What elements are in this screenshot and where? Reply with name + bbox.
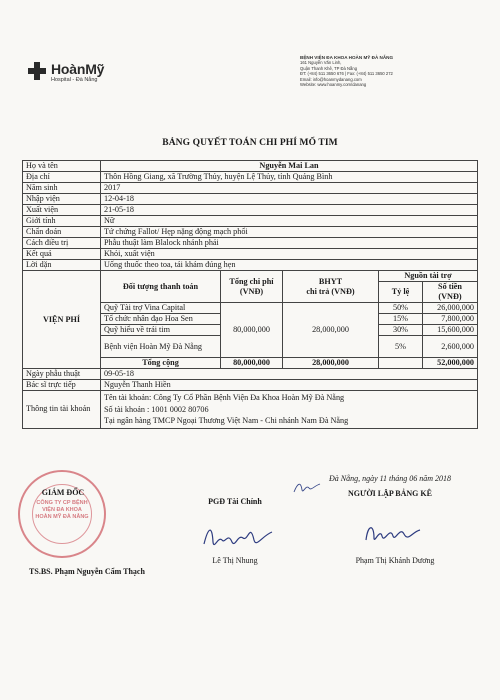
row-advice [23,260,478,271]
sum-total: 80,000,000 [221,358,283,369]
settlement-table [22,160,478,429]
admit-value: 12-04-18 [101,194,478,205]
logo-subtitle: Hospital - Đà Nẵng [51,77,98,83]
hospital-website: Website: www.hoanmy.com/danang [300,82,367,88]
sum-ratio-empty [379,358,423,369]
finance-title: PGĐ Tài Chính [208,497,262,506]
discharge-label: Xuất viện [23,205,101,216]
date-line: Đà Nẵng, ngày 11 tháng 06 năm 2018 [328,474,452,483]
name-value: Nguyễn Mai Lan [101,161,478,172]
doctor-value: Nguyễn Thanh Hiền [101,380,478,391]
address-label: Địa chỉ [23,172,101,183]
discharge-value: 21-05-18 [101,205,478,216]
col-total-line1: Tổng chi phí [229,276,274,286]
sum-label: Tổng cộng [101,358,221,369]
amount-cell: 15,600,000 [423,325,478,336]
advice-value: Uống thuốc theo toa, tái khám đúng hẹn [101,260,478,271]
gender-value: Nữ [101,216,478,227]
hospital-contact-info [300,55,475,87]
preparer-title: NGƯỜI LẬP BẢNG KÊ [348,489,432,498]
finance-name: Lê Thị Nhung [212,556,258,565]
account-bank: Tại ngân hàng TMCP Ngoại Thương Việt Nam - Chi nhánh Nam Đà Nẵng [104,416,349,425]
stamp-text: CÔNG TY CP BỆNH VIỆN ĐA KHOA HOÀN MỸ ĐÀ NẴNG [35,500,89,520]
col-amount [423,282,478,303]
col-payer: Đối tượng thanh toán [101,271,221,303]
payer-cell: Quỹ hiểu về trái tim [101,325,221,336]
document-title: BẢNG QUYẾT TOÁN CHI PHÍ MỔ TIM [162,138,338,148]
hospital-email: Email: info@hoanmydanang.com [300,76,362,82]
fee-section-label: VIỆN PHÍ [23,271,101,369]
account-label: Thông tin tài khoản [23,391,101,429]
col-bhyt-line1: BHYT [318,276,343,286]
result-label: Kết quả [23,249,101,260]
hospital-name: BỆNH VIỆN ĐA KHOA HOÀN MỸ ĐÀ NẴNG [300,55,394,60]
hospital-address-2: Quận Thanh Khê, TP Đà Nẵng [300,65,358,71]
director-name: TS.BS. Phạm Nguyễn Cẩm Thạch [29,567,145,576]
col-ratio: Tỷ lệ [379,282,423,303]
payer-cell: Quỹ Tài trợ Vina Capital [101,303,221,314]
preparer-signature-icon [360,512,424,550]
col-amount-line2: (VNĐ) [438,292,462,301]
hospital-address-1: 161 Nguyễn Văn Linh, [300,60,342,66]
surgery-date-label: Ngày phẫu thuật [23,369,101,380]
account-name: Tên tài khoản: Công Ty Cổ Phần Bệnh Viện Đa Khoa Hoàn Mỹ Đà Nẵng [104,393,345,402]
total-cost-cell: 80,000,000 [221,303,283,358]
account-number: Số tài khoản : 1001 0002 80706 [104,404,209,414]
surgery-date-value: 09-05-18 [101,369,478,380]
ratio-cell: 5% [379,336,423,358]
sum-amount: 52,000,000 [423,358,478,369]
col-sponsor: Nguồn tài trợ [379,271,478,282]
row-doctor [23,380,478,391]
sum-bhyt: 28,000,000 [283,358,379,369]
advice-label: Lời dặn [23,260,101,271]
diagnosis-value: Tứ chứng Fallot/ Hẹp nặng động mạch phổi [101,227,478,238]
col-bhyt [283,271,379,303]
doctor-label: Bác sĩ trực tiếp [23,380,101,391]
cross-icon [28,62,46,80]
director-title: GIÁM ĐỐC [41,488,85,497]
birth-label: Năm sinh [23,183,101,194]
company-stamp [18,470,106,558]
amount-cell: 7,800,000 [423,314,478,325]
row-admit [23,194,478,205]
row-treatment [23,238,478,249]
col-bhyt-line2: chi trả (VNĐ) [306,286,355,296]
row-discharge [23,205,478,216]
row-diagnosis [23,227,478,238]
col-total [221,271,283,303]
row-gender [23,216,478,227]
treatment-label: Cách điều trị [23,238,101,249]
hospital-logo [28,62,104,84]
hospital-phone: ĐT: (+84) 511 3650 676 | Fax: (+84) 511 3650 272 [300,71,393,77]
row-result [23,249,478,260]
logo-name: HoànMỹ [51,61,105,77]
amount-cell: 26,000,000 [423,303,478,314]
name-label: Họ và tên [23,161,101,172]
diagnosis-label: Chẩn đoán [23,227,101,238]
admit-label: Nhập viện [23,194,101,205]
row-surgery-date [23,369,478,380]
ratio-cell: 30% [379,325,423,336]
row-birth [23,183,478,194]
fee-header-row-1 [23,271,478,282]
row-address [23,172,478,183]
row-account [23,391,478,429]
col-amount-line1: Số tiền [438,282,462,291]
ratio-cell: 15% [379,314,423,325]
bhyt-paid-cell: 28,000,000 [283,303,379,358]
gender-label: Giới tính [23,216,101,227]
address-value: Thôn Hồng Giang, xã Trường Thủy, huyện Lệ Thủy, tỉnh Quảng Bình [101,172,478,183]
result-value: Khỏi, xuất viện [101,249,478,260]
account-value [101,391,478,429]
treatment-value: Phẫu thuật làm Blalock nhánh phải [101,238,478,249]
payer-cell: Tổ chức nhân đạo Hoa Sen [101,314,221,325]
finance-signature-icon [198,514,278,558]
preparer-name: Phạm Thị Khánh Dương [355,556,435,565]
birth-value: 2017 [101,183,478,194]
col-total-line2: (VNĐ) [239,286,264,296]
row-name [23,161,478,172]
payer-cell: Bệnh viện Hoàn Mỹ Đà Nẵng [101,336,221,358]
ratio-cell: 50% [379,303,423,314]
amount-cell: 2,600,000 [423,336,478,358]
